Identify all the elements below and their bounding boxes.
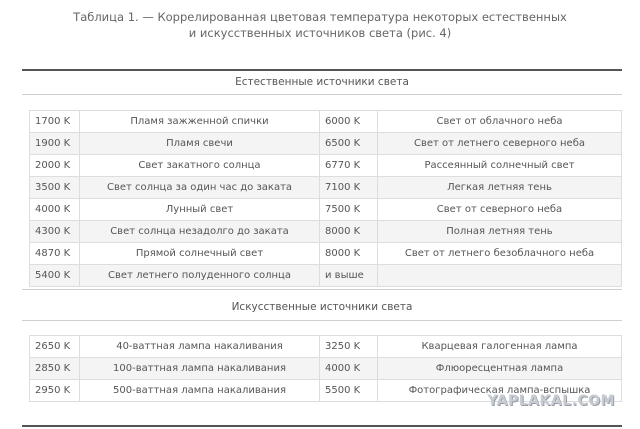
caption-line-1: Таблица 1. — Коррелированная цветовая температура некоторых естественных bbox=[73, 10, 567, 24]
temperature-cell: и выше bbox=[320, 265, 378, 287]
table-row bbox=[30, 133, 622, 155]
temperature-cell: 6770 K bbox=[320, 155, 378, 177]
section-divider bbox=[22, 94, 622, 95]
source-cell: Прямой солнечный свет bbox=[80, 243, 320, 265]
temperature-cell: 4000 K bbox=[30, 199, 80, 221]
temperature-cell: 2850 K bbox=[30, 358, 80, 380]
temperature-cell: 1700 K bbox=[30, 111, 80, 133]
source-cell: Свет летнего полуденного солнца bbox=[80, 265, 320, 287]
source-cell: Свет от облачного неба bbox=[378, 111, 622, 133]
table-row bbox=[30, 177, 622, 199]
source-cell: Свет от летнего безоблачного неба bbox=[378, 243, 622, 265]
temperature-cell: 6000 K bbox=[320, 111, 378, 133]
temperature-cell: 3500 K bbox=[30, 177, 80, 199]
temperature-cell: 1900 K bbox=[30, 133, 80, 155]
temperature-cell: 7100 K bbox=[320, 177, 378, 199]
table-row bbox=[30, 336, 622, 358]
temperature-cell: 3250 K bbox=[320, 336, 378, 358]
source-cell: Свет солнца незадолго до заката bbox=[80, 221, 320, 243]
temperature-cell: 5400 K bbox=[30, 265, 80, 287]
temperature-cell: 4300 K bbox=[30, 221, 80, 243]
temperature-cell: 4000 K bbox=[320, 358, 378, 380]
source-cell: Флюоресцентная лампа bbox=[378, 358, 622, 380]
source-cell bbox=[378, 265, 622, 287]
source-cell: Свет закатного солнца bbox=[80, 155, 320, 177]
artificial-section-header: Искусственные источники света bbox=[231, 301, 413, 313]
table-bottom-rule bbox=[22, 425, 622, 427]
temperature-cell: 4870 K bbox=[30, 243, 80, 265]
source-cell: Пламя свечи bbox=[80, 133, 320, 155]
source-cell: 100-ваттная лампа накаливания bbox=[80, 358, 320, 380]
table-row bbox=[30, 221, 622, 243]
temperature-cell: 2650 K bbox=[30, 336, 80, 358]
source-cell: Легкая летняя тень bbox=[378, 177, 622, 199]
source-cell: Свет от северного неба bbox=[378, 199, 622, 221]
source-cell: Фотографическая лампа-вспышка bbox=[378, 380, 622, 402]
table-row bbox=[30, 199, 622, 221]
site-watermark: YAPLAKAL.COM bbox=[487, 393, 615, 409]
temperature-cell: 8000 K bbox=[320, 243, 378, 265]
source-cell: Кварцевая галогенная лампа bbox=[378, 336, 622, 358]
table-row bbox=[30, 358, 622, 380]
temperature-cell: 2950 K bbox=[30, 380, 80, 402]
table-caption bbox=[0, 9, 640, 41]
source-cell: Пламя зажженной спички bbox=[80, 111, 320, 133]
natural-sources-table bbox=[29, 110, 622, 287]
source-cell: Свет от летнего северного неба bbox=[378, 133, 622, 155]
source-cell: Полная летняя тень bbox=[378, 221, 622, 243]
source-cell: Свет солнца за один час до заката bbox=[80, 177, 320, 199]
section-divider bbox=[22, 320, 622, 321]
source-cell: Лунный свет bbox=[80, 199, 320, 221]
section-divider bbox=[22, 289, 622, 290]
artificial-sources-table bbox=[29, 335, 622, 402]
source-cell: Рассеянный солнечный свет bbox=[378, 155, 622, 177]
temperature-cell: 7500 K bbox=[320, 199, 378, 221]
caption-line-2: и искусственных источников света (рис. 4) bbox=[188, 26, 452, 40]
source-cell: 500-ваттная лампа накаливания bbox=[80, 380, 320, 402]
temperature-cell: 8000 K bbox=[320, 221, 378, 243]
table-row bbox=[30, 155, 622, 177]
table-row bbox=[30, 111, 622, 133]
temperature-cell: 2000 K bbox=[30, 155, 80, 177]
table-row bbox=[30, 265, 622, 287]
natural-section-header: Естественные источники света bbox=[235, 76, 409, 88]
table-row bbox=[30, 243, 622, 265]
temperature-cell: 6500 K bbox=[320, 133, 378, 155]
temperature-cell: 5500 K bbox=[320, 380, 378, 402]
source-cell: 40-ваттная лампа накаливания bbox=[80, 336, 320, 358]
